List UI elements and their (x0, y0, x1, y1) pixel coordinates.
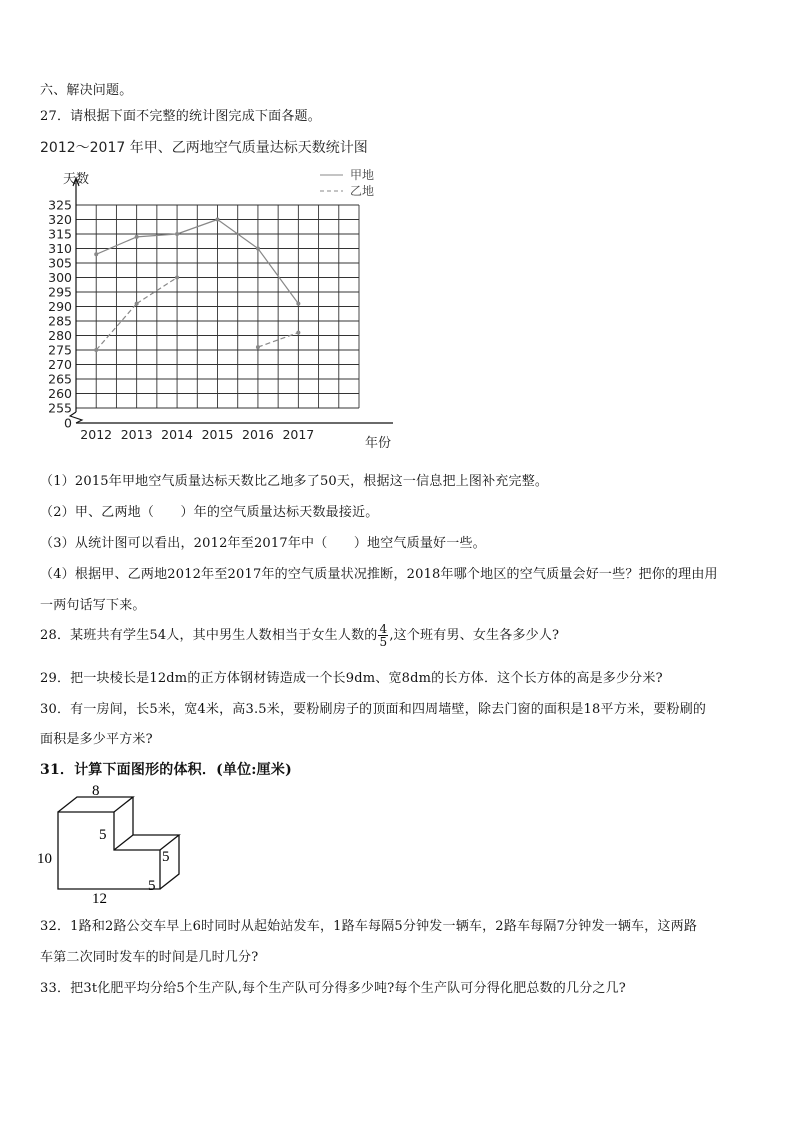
x-tick-label: 2012 (80, 427, 113, 442)
dimension-label-right: 5 (162, 849, 170, 865)
y-tick-label: 285 (48, 313, 72, 329)
data-point-jia (296, 302, 300, 306)
fraction-numerator: 4 (379, 622, 388, 636)
x-axis-label: 年份 (365, 436, 392, 451)
dimension-label-depth: 5 (148, 878, 156, 894)
legend-label-yi: 乙地 (350, 184, 375, 198)
fraction-denominator: 5 (379, 635, 388, 649)
question-27-part-3: （3）从统计图可以看出，2012年至2017年中（ ）地空气质量好一些。 (40, 536, 486, 551)
front-face (58, 812, 160, 889)
data-point-yi (296, 331, 300, 335)
dimension-label-left: 10 (37, 851, 52, 867)
y-axis-label: 天数 (63, 172, 90, 187)
y-tick-label: 325 (48, 197, 72, 213)
question-30-line-2: 面积是多少平方米? (40, 732, 153, 747)
top-face-edge (58, 797, 133, 812)
question-27-part-4-line-2: 一两句话写下来。 (40, 598, 146, 613)
l-shaped-solid-figure (36, 782, 186, 904)
x-tick-label: 2013 (120, 427, 153, 442)
legend-label-jia: 甲地 (350, 168, 375, 182)
y-tick-label: 280 (48, 328, 72, 343)
y-tick-label: 265 (48, 371, 72, 387)
dimension-label-bottom: 12 (92, 891, 107, 904)
x-tick-label: 2015 (201, 427, 234, 442)
y-tick-label: 270 (48, 357, 72, 372)
data-point-yi (94, 348, 98, 352)
y-tick-label: 0 (64, 415, 72, 431)
question-27-part-1: （1）2015年甲地空气质量达标天数比乙地多了50天，根据这一信息把上图补充完整。 (40, 474, 549, 489)
question-27-intro: 27．请根据下面不完整的统计图完成下面各题。 (40, 109, 321, 124)
dimension-label-top: 8 (92, 783, 100, 799)
question-28 (40, 623, 559, 648)
y-tick-label: 310 (48, 241, 72, 256)
question-33: 33．把3t化肥平均分给5个生产队,每个生产队可分得多少吨?每个生产队可分得化肥总数的几分之几? (40, 981, 626, 996)
question-27-part-4-line-1: （4）根据甲、乙两地2012年至2017年的空气质量状况推断，2018年哪个地区的空气质量会好一些？把你的理由用 (40, 567, 718, 582)
y-tick-label: 320 (48, 212, 72, 227)
y-tick-label: 315 (48, 226, 72, 242)
question-28-text-after: ,这个班有男、女生各多少人? (389, 628, 560, 643)
chart-legend (320, 167, 374, 198)
question-32-line-2: 车第二次同时发车的时间是几时几分? (40, 950, 259, 965)
section-title: 六、解决问题。 (40, 83, 133, 98)
question-27-part-2: （2）甲、乙两地（ ）年的空气质量达标天数最接近。 (40, 505, 379, 520)
x-tick-label: 2017 (282, 427, 315, 442)
y-tick-label: 260 (48, 386, 72, 401)
x-tick-label: 2014 (161, 427, 193, 442)
dimension-label-inner: 5 (99, 827, 107, 843)
data-point-yi (175, 276, 179, 280)
line-chart (38, 136, 410, 454)
data-point-jia (216, 218, 220, 222)
y-tick-label: 300 (48, 270, 72, 285)
question-32-line-1: 32．1路和2路公交车早上6时同时从起始站发车，1路车每隔5分钟发一辆车，2路车每隔7分钟发一辆车，这两路 (40, 919, 698, 934)
step-face-edge (114, 835, 179, 850)
question-28-text-before: 28．某班共有学生54人，其中男生人数相当于女生人数的 (40, 628, 378, 643)
y-tick-label: 290 (48, 299, 72, 314)
data-point-yi (256, 345, 260, 349)
y-tick-label: 275 (48, 342, 72, 358)
question-31: 31．计算下面图形的体积．(单位:厘米) (40, 762, 292, 778)
chart-title: 2012～2017 年甲、乙两地空气质量达标天数统计图 (40, 140, 368, 156)
y-tick-label: 295 (48, 284, 72, 300)
fraction (378, 623, 388, 648)
y-tick-label: 255 (48, 400, 72, 416)
data-point-jia (135, 235, 139, 239)
question-30-line-1: 30．有一房间，长5米，宽4米，高3.5米，要粉刷房子的顶面和四周墙壁，除去门窗的面积是18平方米，要粉刷的 (40, 702, 707, 717)
data-point-yi (135, 302, 139, 306)
data-point-jia (175, 232, 179, 236)
question-29: 29．把一块棱长是12dm的正方体钢材铸造成一个长9dm、宽8dm的长方体．这个长方体的高是多少分米? (40, 671, 663, 686)
data-point-jia (256, 247, 260, 251)
x-tick-label: 2016 (242, 427, 274, 442)
y-tick-label: 305 (48, 255, 72, 271)
data-point-jia (94, 252, 98, 256)
